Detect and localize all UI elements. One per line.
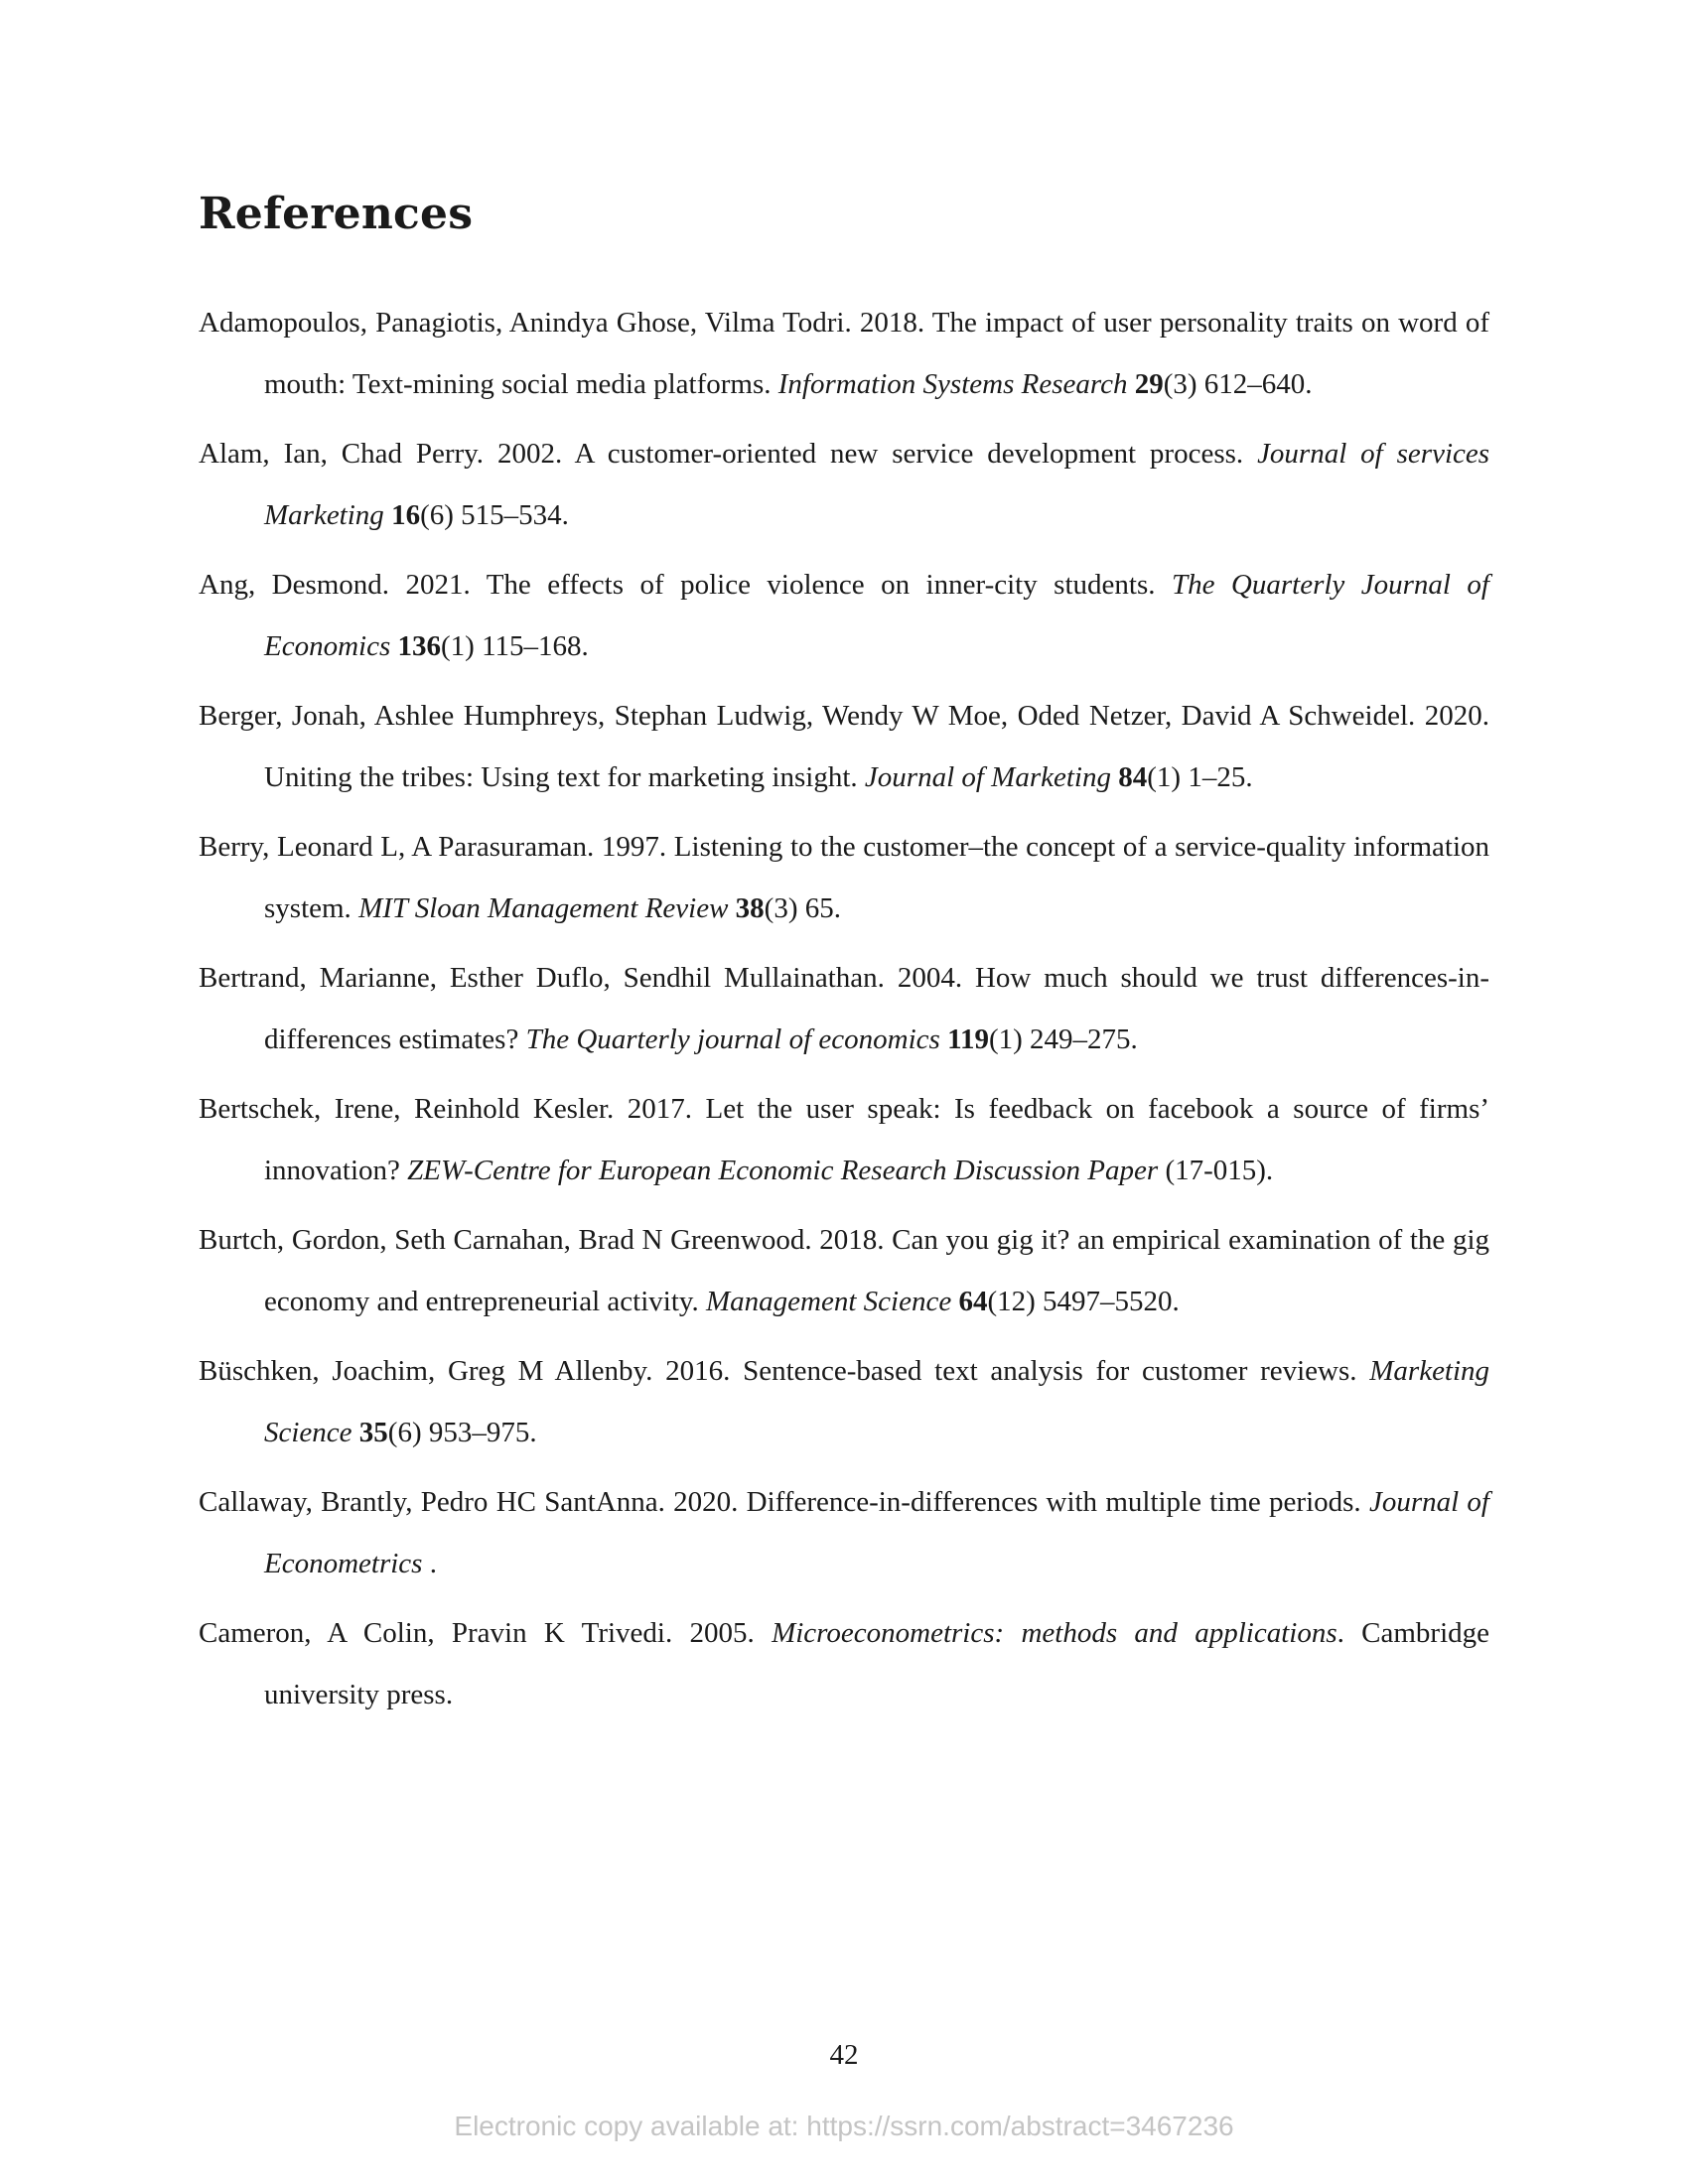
reference-title: The effects of police violence on inner-city students. (486, 569, 1156, 601)
reference-title: Sentence-based text analysis for customer reviews. (743, 1355, 1357, 1387)
reference-pages: (17-015). (1165, 1155, 1274, 1186)
reference-venue: The Quarterly journal of economics (525, 1024, 940, 1055)
reference-authors: Alam, Ian, Chad Perry. (199, 438, 485, 470)
reference-year: 2002. (496, 438, 563, 470)
reference-issue: (6) (387, 1417, 422, 1448)
reference-authors: Büschken, Joachim, Greg M Allenby. (199, 1355, 653, 1387)
reference-year: 2004. (897, 962, 963, 994)
reference-issue: (6) (420, 499, 454, 531)
reference-entry (199, 816, 1489, 939)
references-heading: References (199, 189, 474, 239)
reference-pages: 1–25. (1188, 761, 1253, 793)
reference-authors: Burtch, Gordon, Seth Carnahan, Brad N Greenwood. (199, 1224, 812, 1256)
reference-issue: (1) (988, 1024, 1023, 1055)
reference-authors: Bertschek, Irene, Reinhold Kesler. (199, 1093, 615, 1125)
reference-entry (199, 554, 1489, 677)
reference-venue: Journal of services Marketing (264, 438, 1490, 531)
reference-pages: 612–640. (1203, 368, 1313, 400)
reference-authors: Cameron, A Colin, Pravin K Trivedi. (199, 1617, 673, 1649)
reference-volume: 38 (735, 892, 765, 924)
reference-entry (199, 1340, 1489, 1463)
reference-authors: Callaway, Brantly, Pedro HC SantAnna. (199, 1486, 665, 1518)
reference-title: How much should we trust differences-in-differences estimates? (264, 962, 1489, 1055)
reference-year: 2005. (689, 1617, 755, 1649)
reference-pages: 953–975. (428, 1417, 537, 1448)
reference-venue: Journal of Marketing (864, 761, 1111, 793)
reference-entry (199, 1602, 1489, 1725)
reference-issue: (1) (441, 630, 475, 662)
reference-volume: 136 (397, 630, 441, 662)
reference-title: Let the user speak: Is feedback on facebook a source of firms’ innovation? (264, 1093, 1490, 1186)
reference-issue: (3) (1163, 368, 1197, 400)
reference-title: The impact of user personality traits on word of mouth: Text-mining social media platforms. (264, 307, 1490, 400)
reference-venue: Journal of Econometrics (264, 1486, 1489, 1579)
reference-issue: (3) (764, 892, 798, 924)
reference-entry (199, 423, 1489, 546)
page-number: 42 (829, 2039, 859, 2071)
reference-entry (199, 1078, 1489, 1201)
reference-pages: 115–168. (482, 630, 589, 662)
reference-year: 2017. (627, 1093, 692, 1125)
reference-year: 1997. (601, 831, 667, 863)
reference-volume: 35 (358, 1417, 388, 1448)
reference-year: 2020. (673, 1486, 739, 1518)
reference-pages: 5497–5520. (1043, 1286, 1180, 1317)
reference-authors: Adamopoulos, Panagiotis, Anindya Ghose, Vilma Todri. (199, 307, 852, 339)
reference-authors: Berger, Jonah, Ashlee Humphreys, Stephan Ludwig, Wendy W Moe, Oded Netzer, David A Schweidel. (199, 700, 1416, 732)
reference-title: Uniting the tribes: Using text for marketing insight. (264, 761, 858, 793)
reference-issue: (1) (1147, 761, 1182, 793)
reference-year: 2018. (859, 307, 925, 339)
reference-volume: 29 (1134, 368, 1164, 400)
reference-list (199, 292, 1489, 1733)
reference-year: 2016. (665, 1355, 731, 1387)
reference-title: Can you gig it? an empirical examination of the gig economy and entrepreneurial activity. (264, 1224, 1489, 1317)
reference-volume: 84 (1118, 761, 1148, 793)
reference-volume: 16 (391, 499, 421, 531)
reference-venue: Information Systems Research (777, 368, 1128, 400)
reference-entry (199, 685, 1489, 808)
reference-pages: 65. (804, 892, 841, 924)
reference-year: 2021. (405, 569, 471, 601)
reference-year: 2020. (1424, 700, 1489, 732)
reference-entry (199, 947, 1489, 1070)
reference-pages: 249–275. (1030, 1024, 1138, 1055)
reference-pages: . Cambridge university press. (264, 1617, 1490, 1710)
reference-venue: The Quarterly Journal of Economics (264, 569, 1489, 662)
reference-year: 2018. (819, 1224, 885, 1256)
reference-authors: Bertrand, Marianne, Esther Duflo, Sendhil Mullainathan. (199, 962, 885, 994)
reference-pages: . (429, 1548, 437, 1579)
reference-issue: (12) (987, 1286, 1036, 1317)
reference-title: Listening to the customer–the concept of a service-quality information system. (264, 831, 1490, 924)
reference-authors: Berry, Leonard L, A Parasuraman. (199, 831, 595, 863)
reference-authors: Ang, Desmond. (199, 569, 390, 601)
reference-entry (199, 1209, 1489, 1332)
reference-volume: 119 (947, 1024, 989, 1055)
reference-title: Difference-in-differences with multiple time periods. (746, 1486, 1361, 1518)
reference-entry (199, 1471, 1489, 1594)
reference-venue: Management Science (706, 1286, 952, 1317)
reference-volume: 64 (958, 1286, 988, 1317)
reference-venue: MIT Sloan Management Review (358, 892, 729, 924)
reference-venue: Microeconometrics: methods and applications (772, 1617, 1337, 1649)
ssrn-footer: Electronic copy available at: https://ssrn.com/abstract=3467236 (454, 2111, 1234, 2141)
reference-title: A customer-oriented new service development process. (574, 438, 1244, 470)
reference-pages: 515–534. (461, 499, 569, 531)
reference-venue: Marketing Science (264, 1355, 1490, 1448)
reference-entry (199, 292, 1489, 415)
reference-venue: ZEW-Centre for European Economic Research Discussion Paper (407, 1155, 1159, 1186)
